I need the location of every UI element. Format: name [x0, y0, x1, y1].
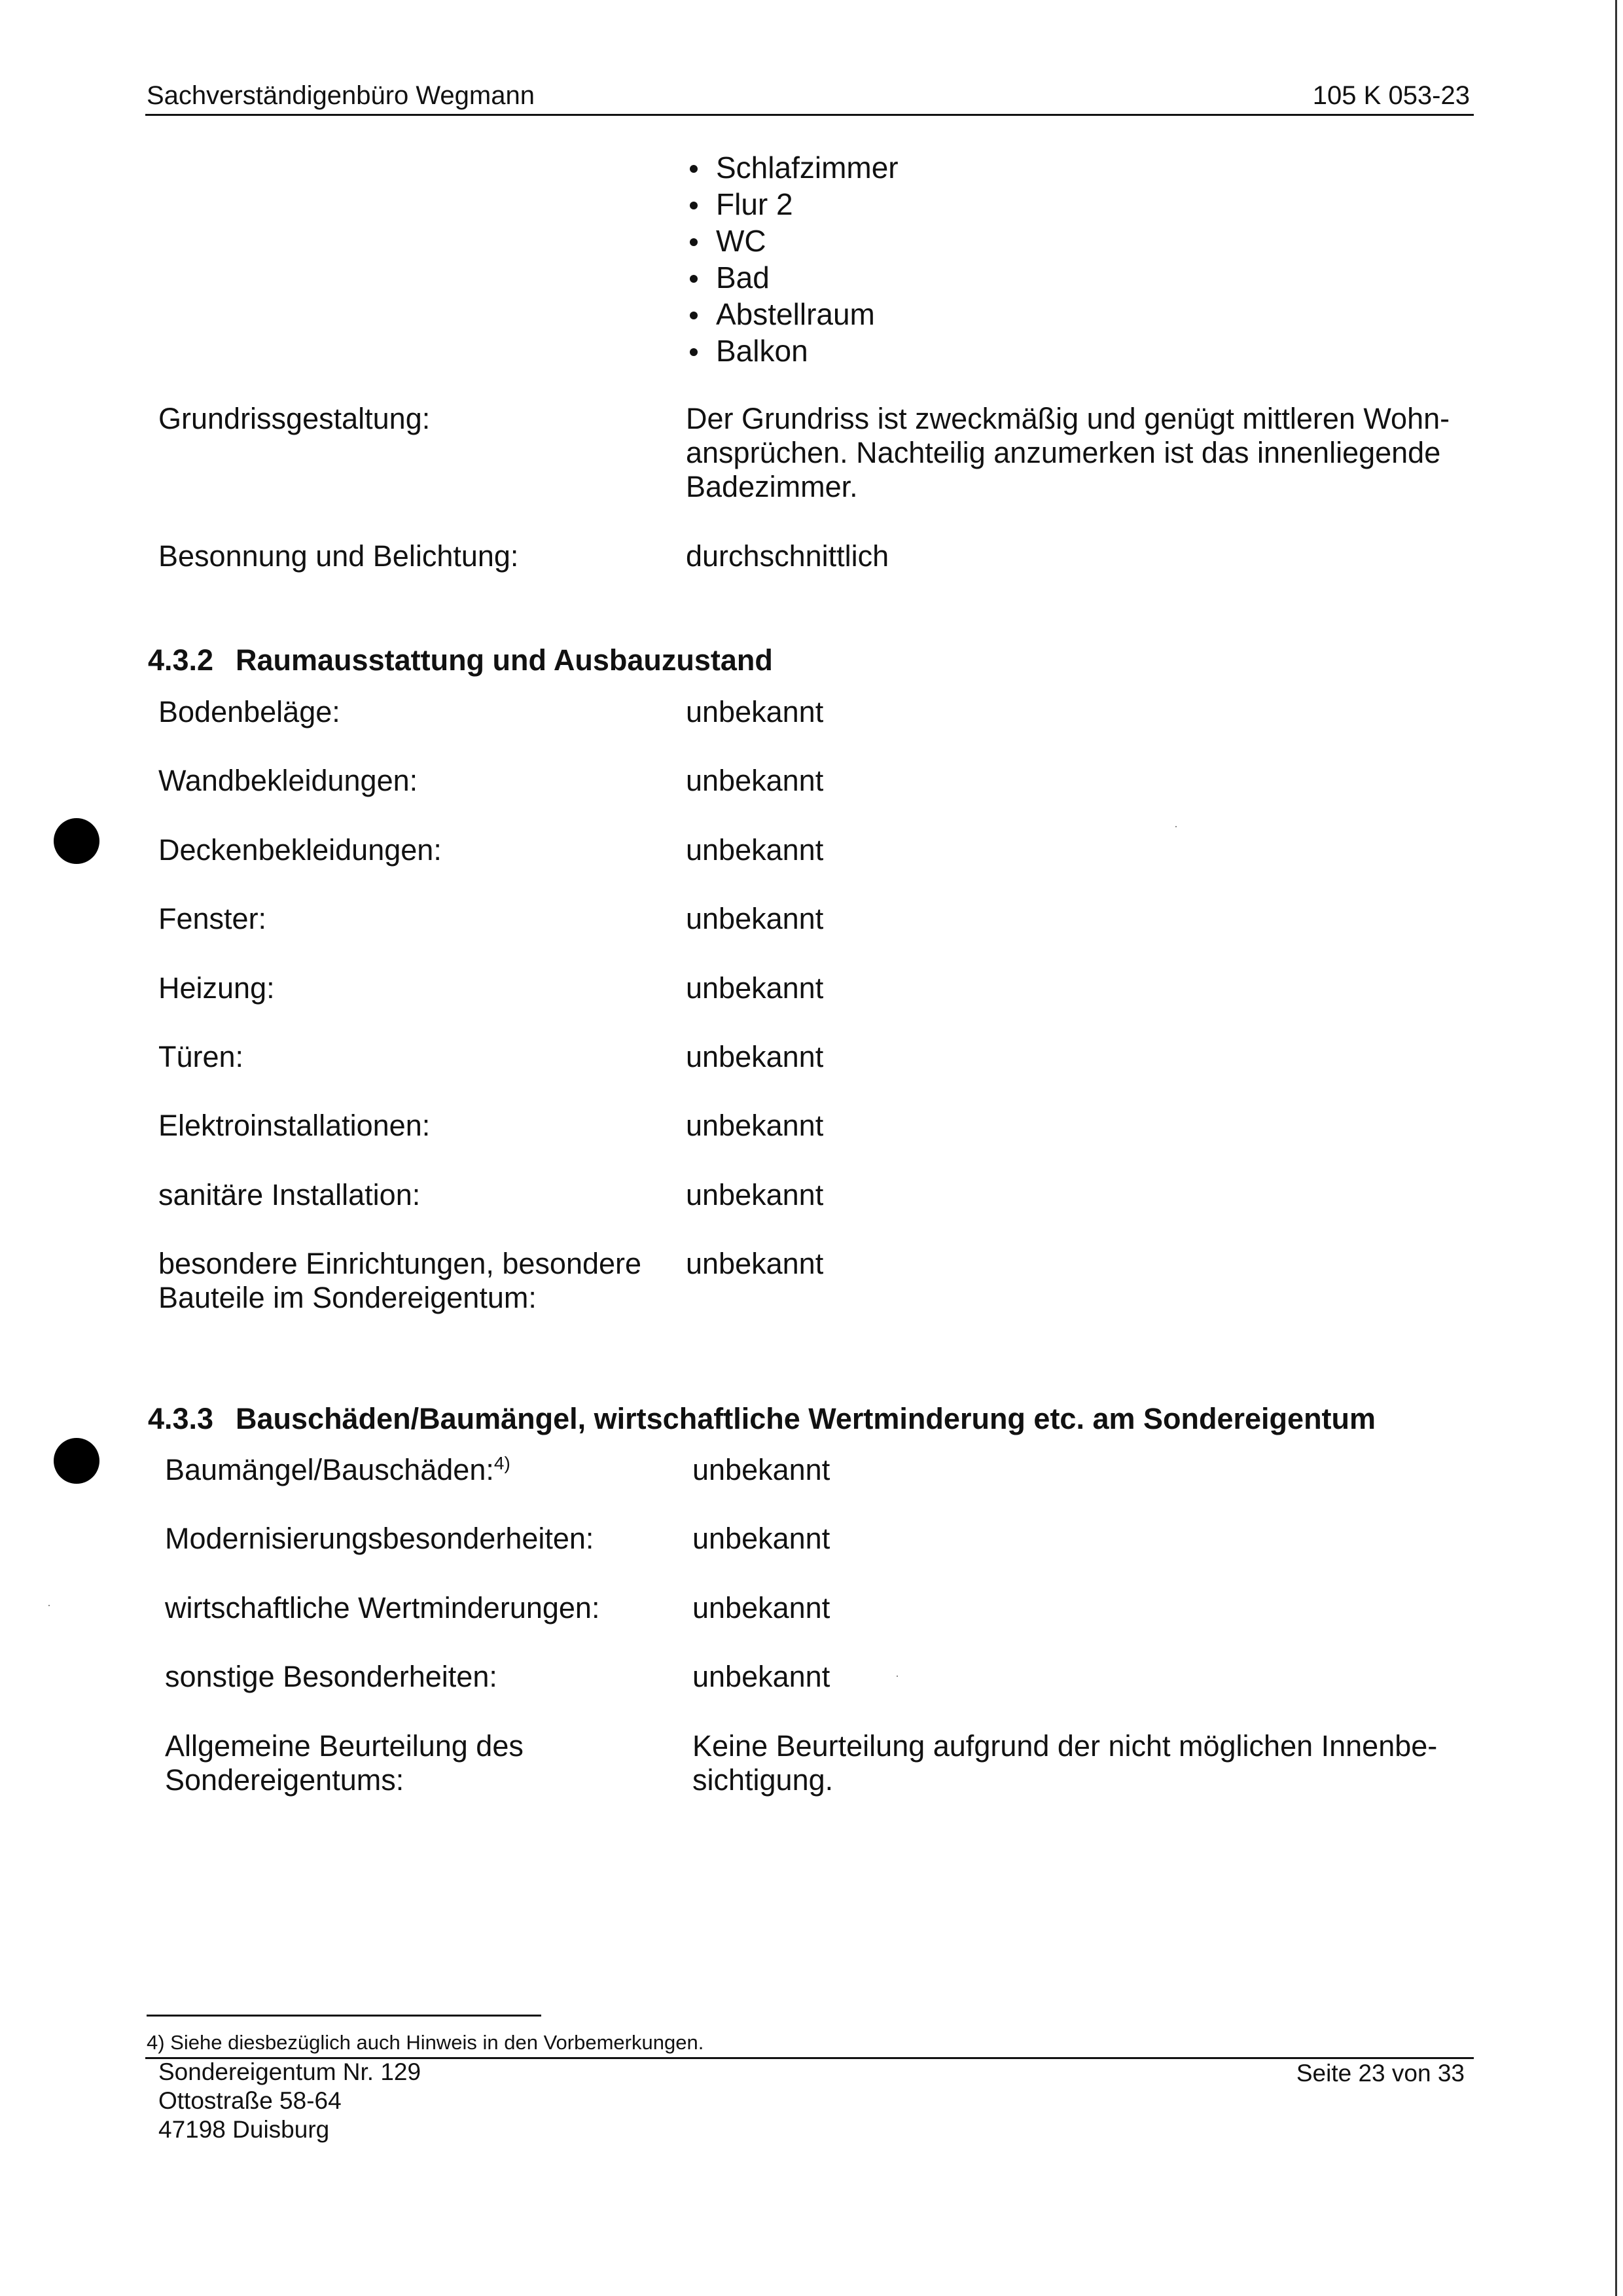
section-title: Bauschäden/Baumängel, wirtschaftliche Wertminderung etc. am Sondereigentum — [236, 1402, 1376, 1435]
label-deckenbekleidungen: Deckenbekleidungen: — [158, 833, 442, 867]
label-sonstige: sonstige Besonderheiten: — [165, 1660, 497, 1693]
room-list — [686, 149, 899, 369]
value-line: Der Grundriss ist zweckmäßig und genügt mittleren Wohn- — [686, 402, 1450, 435]
address-line: Sondereigentum Nr. 129 — [158, 2058, 421, 2085]
label-allgemeine-beurteilung — [165, 1729, 524, 1797]
section-heading-4-3-2 — [148, 643, 773, 677]
scan-speck — [897, 1676, 898, 1677]
scan-speck — [1175, 826, 1177, 827]
label-line: Allgemeine Beurteilung des — [165, 1729, 524, 1763]
value-sanitaere-installation: unbekannt — [686, 1178, 824, 1211]
value-wertminderungen: unbekannt — [692, 1591, 830, 1624]
scan-speck — [48, 1605, 50, 1606]
value-deckenbekleidungen: unbekannt — [686, 833, 824, 867]
scan-edge — [1615, 0, 1617, 2296]
footer-address — [158, 2058, 421, 2144]
value-besondere-einrichtungen: unbekannt — [686, 1247, 824, 1280]
value-heizung: unbekannt — [686, 971, 824, 1005]
value-fenster: unbekannt — [686, 902, 824, 935]
value-grundrissgestaltung — [686, 402, 1450, 504]
value-line: ansprüchen. Nachteilig anzumerken ist das innenliegende — [686, 436, 1441, 469]
address-line: 47198 Duisburg — [158, 2116, 330, 2143]
punch-hole — [54, 1438, 99, 1484]
list-item: Abstellraum — [686, 296, 899, 332]
label-line: besondere Einrichtungen, besondere — [158, 1247, 642, 1280]
label-bodenbelaege: Bodenbeläge: — [158, 695, 340, 728]
label-wandbekleidungen: Wandbekleidungen: — [158, 764, 418, 797]
value-sonstige: unbekannt — [692, 1660, 830, 1693]
punch-hole — [54, 818, 99, 864]
list-item: Schlafzimmer — [686, 149, 899, 186]
value-baumaengel: unbekannt — [692, 1453, 830, 1486]
label-grundrissgestaltung: Grundrissgestaltung: — [158, 402, 431, 435]
value-besonnung: durchschnittlich — [686, 539, 889, 573]
section-number: 4.3.2 — [148, 643, 214, 677]
footnote-divider — [147, 2015, 541, 2017]
footnote-text: 4) Siehe diesbezüglich auch Hinweis in den Vorbemerkungen. — [147, 2031, 704, 2054]
value-line: sichtigung. — [692, 1763, 834, 1797]
value-tueren: unbekannt — [686, 1040, 824, 1073]
list-item: Balkon — [686, 332, 899, 369]
value-allgemeine-beurteilung — [692, 1729, 1437, 1797]
label-baumaengel — [165, 1453, 510, 1487]
label-elektroinstallationen: Elektroinstallationen: — [158, 1109, 431, 1142]
address-line: Ottostraße 58-64 — [158, 2087, 342, 2114]
header-office-name: Sachverständigenbüro Wegmann — [147, 81, 535, 110]
label-modernisierung: Modernisierungsbesonderheiten: — [165, 1522, 594, 1555]
label-sanitaere-installation: sanitäre Installation: — [158, 1178, 421, 1211]
value-bodenbelaege: unbekannt — [686, 695, 824, 728]
section-heading-4-3-3 — [148, 1402, 1376, 1436]
label-wertminderungen: wirtschaftliche Wertminderungen: — [165, 1591, 600, 1624]
value-wandbekleidungen: unbekannt — [686, 764, 824, 797]
value-line: Badezimmer. — [686, 470, 858, 503]
list-item: Bad — [686, 259, 899, 296]
label-text: Baumängel/Bauschäden: — [165, 1453, 494, 1486]
label-besondere-einrichtungen — [158, 1247, 641, 1315]
label-line: Bauteile im Sondereigentum: — [158, 1281, 537, 1314]
value-line: Keine Beurteilung aufgrund der nicht möglichen Innenbe- — [692, 1729, 1438, 1763]
list-item: WC — [686, 223, 899, 259]
section-title: Raumausstattung und Ausbauzustand — [236, 643, 773, 677]
page-number: Seite 23 von 33 — [1296, 2060, 1465, 2087]
section-number: 4.3.3 — [148, 1402, 214, 1435]
label-line: Sondereigentums: — [165, 1763, 404, 1797]
label-besonnung: Besonnung und Belichtung: — [158, 539, 519, 573]
label-heizung: Heizung: — [158, 971, 275, 1005]
header-divider — [145, 114, 1474, 116]
label-fenster: Fenster: — [158, 902, 267, 935]
value-modernisierung: unbekannt — [692, 1522, 830, 1555]
value-elektroinstallationen: unbekannt — [686, 1109, 824, 1142]
footnote-marker: 4) — [493, 1453, 510, 1473]
header-file-number: 105 K 053-23 — [1312, 81, 1470, 110]
list-item: Flur 2 — [686, 186, 899, 223]
label-tueren: Türen: — [158, 1040, 244, 1073]
